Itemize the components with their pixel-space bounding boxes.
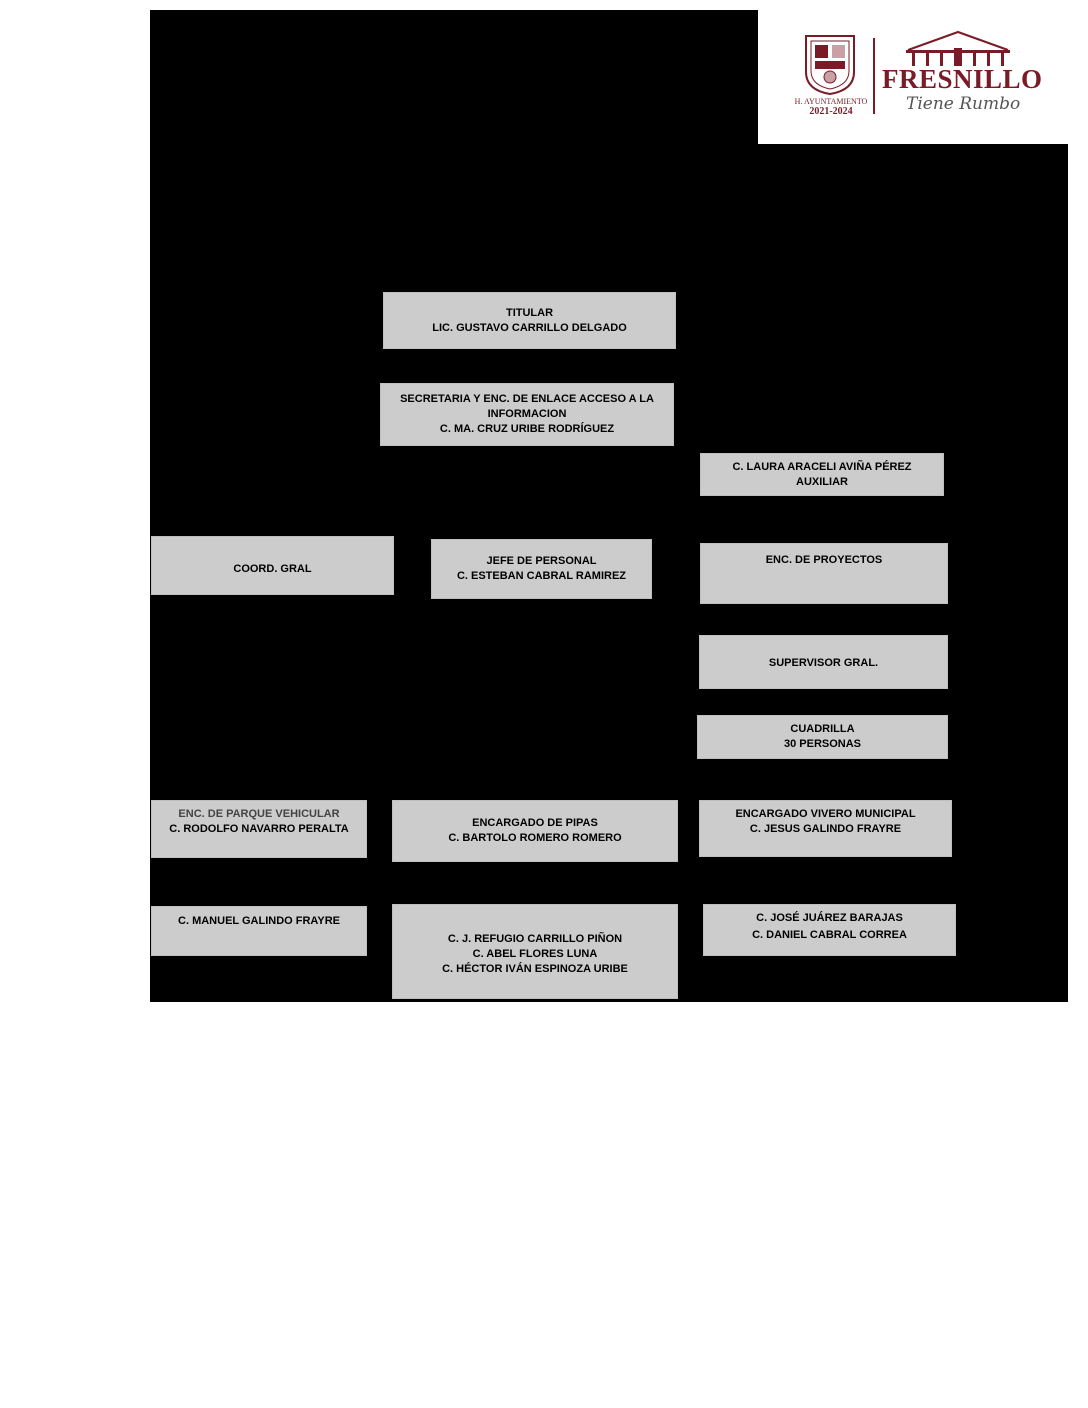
auxiliar-box xyxy=(700,453,944,496)
cuadrilla-title: CUADRILLA xyxy=(790,723,855,735)
cuadrilla-count: 30 PERSONAS xyxy=(783,738,862,750)
parque-vehicular-title: ENC. DE PARQUE VEHICULAR xyxy=(178,808,340,820)
secretaria-title: SECRETARIA Y ENC. DE ENLACE ACCESO A LA xyxy=(400,393,654,405)
titular-box xyxy=(383,292,676,349)
pipas-staff-box xyxy=(392,904,678,999)
auxiliar-title: AUXILIAR xyxy=(796,475,848,488)
secretaria-name: C. MA. CRUZ URIBE RODRÍGUEZ xyxy=(439,423,615,435)
seal-years: 2021-2024 xyxy=(809,106,853,117)
manuel-box xyxy=(151,906,367,956)
seal-caption-text: H. AYUNTAMIENTO xyxy=(794,97,868,106)
vivero-staff-box xyxy=(703,904,956,956)
titular-name: LIC. GUSTAVO CARRILLO DELGADO xyxy=(432,321,627,334)
enc-proyectos-box xyxy=(700,543,948,604)
seal-caption xyxy=(790,97,872,117)
pipas-title: ENCARGADO DE PIPAS xyxy=(472,817,598,829)
logo-divider xyxy=(873,38,875,114)
parque-vehicular-box xyxy=(151,800,367,858)
jefe-personal-name: C. ESTEBAN CABRAL RAMIREZ xyxy=(456,570,627,582)
pipas-staff-name-3: C. HÉCTOR IVÁN ESPINOZA URIBE xyxy=(442,963,628,975)
header-logo xyxy=(758,10,1068,144)
coord-gral-title: COORD. GRAL xyxy=(233,563,312,575)
supervisor-box xyxy=(699,635,948,689)
tagline: Tiene Rumbo xyxy=(906,94,1021,114)
enc-proyectos-title: ENC. DE PROYECTOS xyxy=(765,554,883,566)
pipas-staff-name-2: C. ABEL FLORES LUNA xyxy=(472,948,598,960)
auxiliar-name: C. LAURA ARACELI AVIÑA PÉREZ xyxy=(732,460,912,473)
vivero-staff-name-2: C. DANIEL CABRAL CORREA xyxy=(752,929,907,941)
presidencia-building-icon xyxy=(898,28,1018,68)
jefe-personal-title: JEFE DE PERSONAL xyxy=(486,555,597,567)
vivero-box xyxy=(699,800,952,857)
titular-title: TITULAR xyxy=(505,306,554,319)
secretaria-box xyxy=(380,383,674,446)
cuadrilla-box xyxy=(697,715,948,759)
coord-gral-box xyxy=(151,536,394,595)
secretaria-title-cont: INFORMACION xyxy=(487,408,567,420)
pipas-name: C. BARTOLO ROMERO ROMERO xyxy=(448,832,622,844)
vivero-staff-name-1: C. JOSÉ JUÁREZ BARAJAS xyxy=(756,912,903,924)
municipal-seal-icon xyxy=(802,32,858,96)
city-name: FRESNILLO xyxy=(882,64,1043,94)
supervisor-title: SUPERVISOR GRAL. xyxy=(768,656,879,669)
parque-vehicular-name: C. RODOLFO NAVARRO PERALTA xyxy=(169,823,349,835)
vivero-title: ENCARGADO VIVERO MUNICIPAL xyxy=(735,808,916,820)
vivero-name: C. JESUS GALINDO FRAYRE xyxy=(749,823,902,835)
jefe-personal-box xyxy=(431,539,652,599)
pipas-staff-name-1: C. J. REFUGIO CARRILLO PIÑON xyxy=(447,933,623,945)
pipas-box xyxy=(392,800,678,862)
manuel-name: C. MANUEL GALINDO FRAYRE xyxy=(178,915,340,927)
